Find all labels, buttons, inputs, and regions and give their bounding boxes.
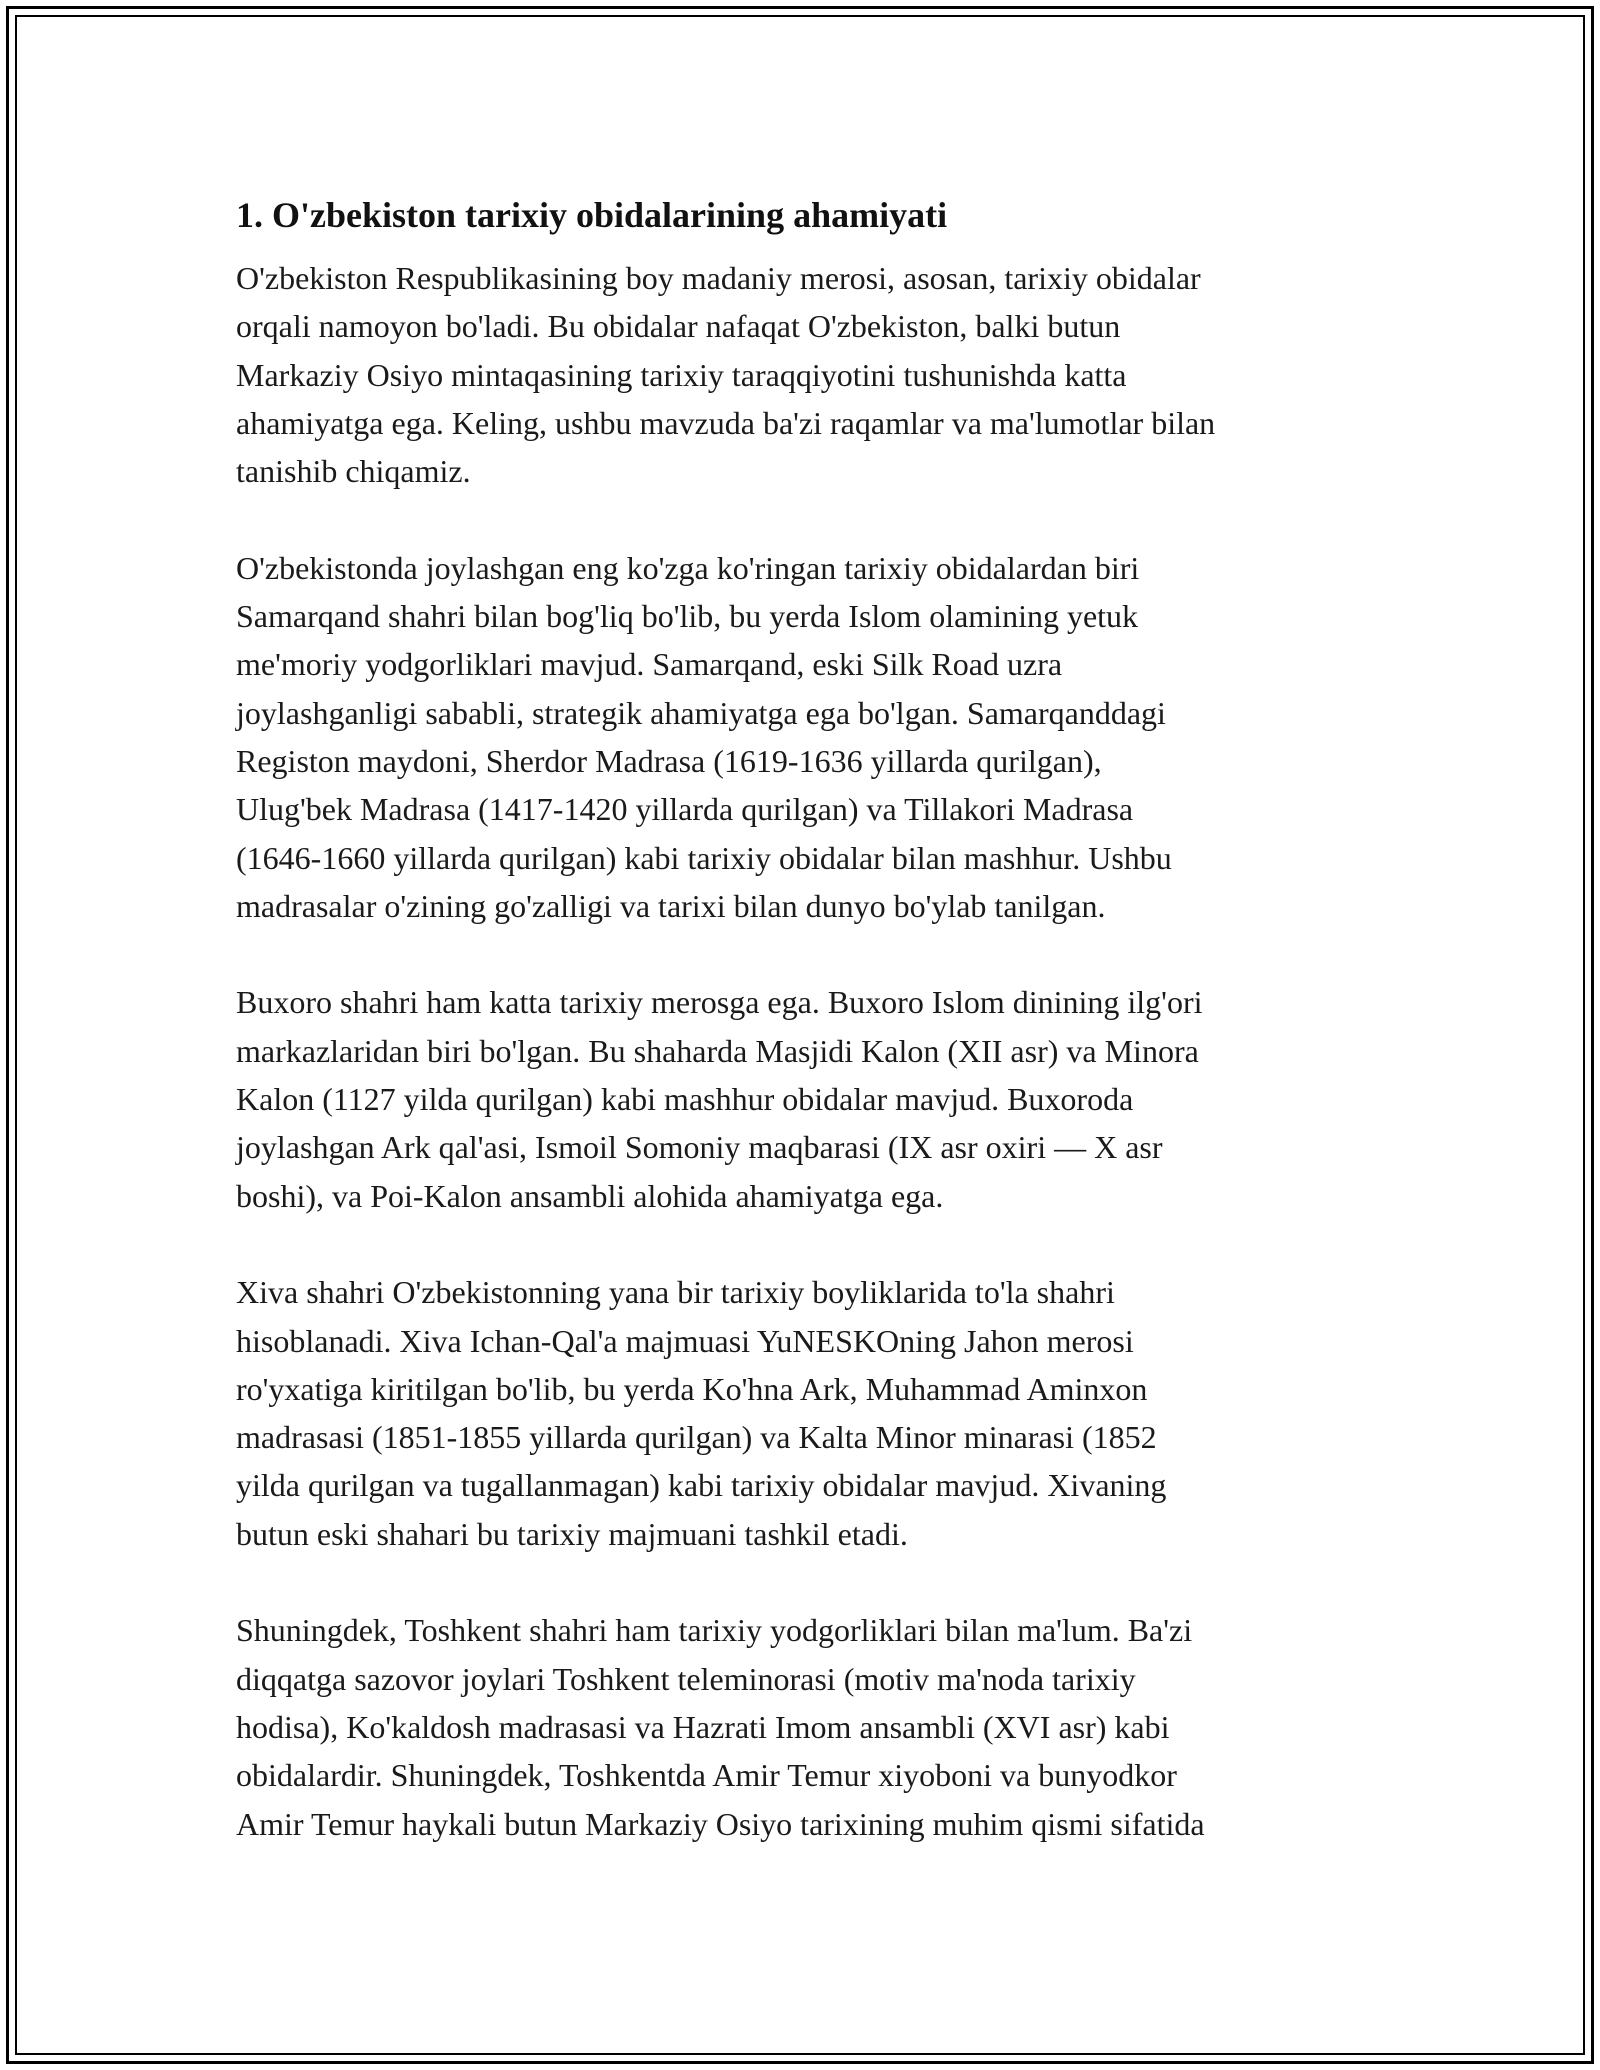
text-line: obidalardir. Shuningdek, Toshkentda Amir Temur xiyoboni va bunyodkor [236,1757,1177,1794]
text-line: butun eski shahari bu tarixiy majmuani tashkil etadi. [236,1515,908,1552]
text-line: madrasasi (1851-1855 yillarda qurilgan) va Kalta Minor minarasi (1852 [236,1419,1157,1456]
document-body [236,186,1376,1896]
section-heading: 1. O'zbekiston tarixiy obidalarining ahamiyati [236,195,948,235]
text-line: orqali namoyon bo'ladi. Bu obidalar nafaqat O'zbekiston, balki butun [236,308,1121,345]
text-line: yilda qurilgan va tugallanmagan) kabi tarixiy obidalar mavjud. Xivaning [236,1467,1167,1504]
text-line: hodisa), Ko'kaldosh madrasasi va Hazrati Imom ansambli (XVI asr) kabi [236,1708,1170,1745]
text-line: diqqatga sazovor joylari Toshkent teleminorasi (motiv ma'noda tarixiy [236,1660,1136,1697]
text-line: Ulug'bek Madrasa (1417-1420 yillarda qurilgan) va Tillakori Madrasa [236,791,1134,828]
text-line: joylashgan Ark qal'asi, Ismoil Somoniy maqbarasi (IX asr oxiri — X asr [236,1129,1163,1166]
text-line: Samarqand shahri bilan bog'liq bo'lib, bu yerda Islom olamining yetuk [236,598,1139,635]
text-line: madrasalar o'zining go'zalligi va tarixi bilan dunyo bo'ylab tanilgan. [236,887,1106,924]
text-line: Kalon (1127 yilda qurilgan) kabi mashhur obidalar mavjud. Buxoroda [236,1081,1134,1118]
text-line: boshi), va Poi-Kalon ansambli alohida ahamiyatga ega. [236,1177,944,1214]
text-line: Buxoro shahri ham katta tarixiy merosga ega. Buxoro Islom dinining ilg'ori [236,984,1203,1021]
paragraph-intro [236,254,1376,495]
text-line: Registon maydoni, Sherdor Madrasa (1619-1636 yillarda qurilgan), [236,742,1102,779]
text-line: O'zbekiston Respublikasining boy madaniy merosi, asosan, tarixiy obidalar [236,260,1201,296]
text-line: Shuningdek, Toshkent shahri ham tarixiy yodgorliklari bilan ma'lum. Ba'zi [236,1612,1193,1649]
paragraph-buxoro [236,978,1376,1219]
text-line: ahamiyatga ega. Keling, ushbu mavzuda ba'zi raqamlar va ma'lumotlar bilan [236,404,1216,441]
text-line: (1646-1660 yillarda qurilgan) kabi tarixiy obidalar bilan mashhur. Ushbu [236,839,1172,876]
text-line: ro'yxatiga kiritilgan bo'lib, bu yerda Ko'hna Ark, Muhammad Aminxon [236,1370,1148,1407]
paragraph-xiva [236,1268,1376,1558]
paragraph-samarqand [236,544,1376,930]
text-line: markazlaridan biri bo'lgan. Bu shaharda Masjidi Kalon (XII asr) va Minora [236,1032,1199,1069]
text-line: hisoblanadi. Xiva Ichan-Qal'a majmuasi YuNESKOning Jahon merosi [236,1322,1134,1359]
paragraph-toshkent [236,1606,1376,1847]
text-line: Markaziy Osiyo mintaqasining tarixiy taraqqiyotini tushunishda katta [236,356,1127,393]
text-line: O'zbekistonda joylashgan eng ko'zga ko'ringan tarixiy obidalardan biri [236,549,1140,586]
text-line: Xiva shahri O'zbekistonning yana bir tarixiy boyliklarida to'la shahri [236,1274,1115,1311]
text-line: Amir Temur haykali butun Markaziy Osiyo tarixining muhim qismi sifatida [236,1805,1205,1842]
text-line: me'moriy yodgorliklari mavjud. Samarqand, eski Silk Road uzra [236,646,1063,683]
text-line: tanishib chiqamiz. [236,453,471,490]
text-line: joylashganligi sababli, strategik ahamiyatga ega bo'lgan. Samarqanddagi [236,694,1166,731]
